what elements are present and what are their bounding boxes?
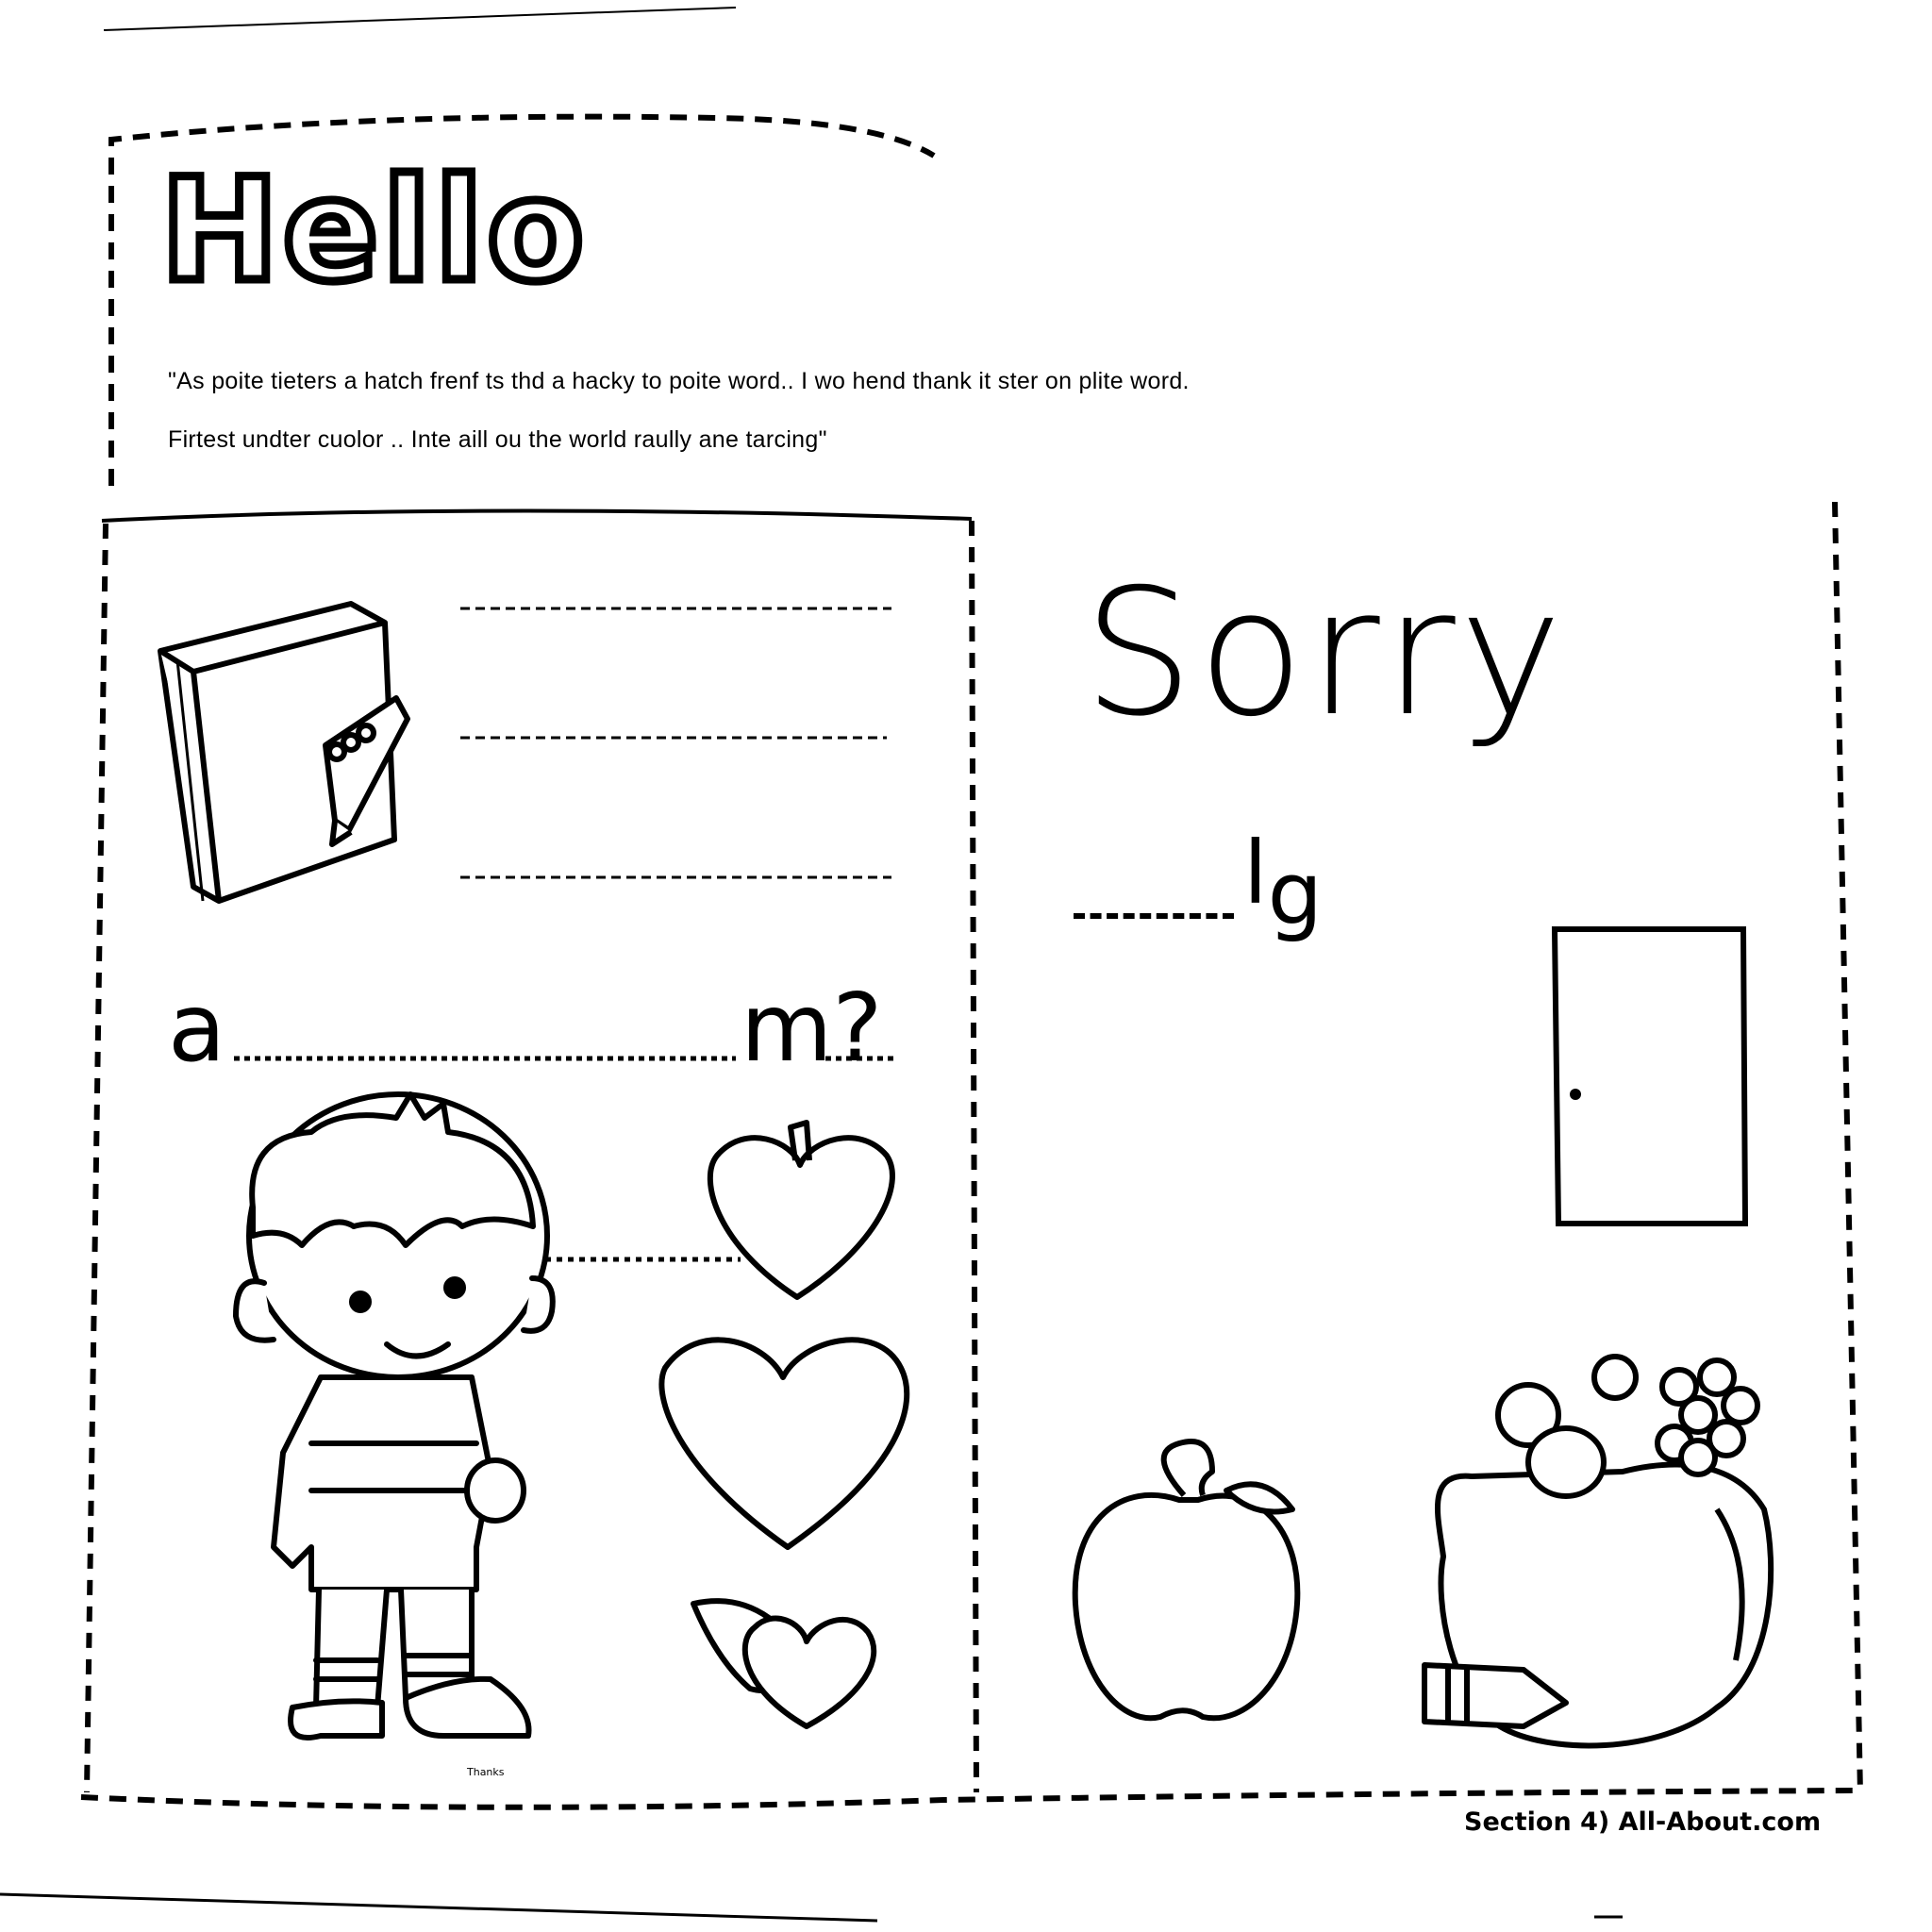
worksheet-title: Hello bbox=[160, 149, 589, 313]
fruit-bowl-crayon-icon bbox=[1424, 1357, 1771, 1745]
intro-text-line-2: Firtest undter cuolor .. Inte aill ou the world raully ane tarcing" bbox=[168, 426, 827, 453]
boy-icon bbox=[236, 1094, 553, 1738]
trace-end-letters: m? bbox=[741, 973, 883, 1083]
scan-edge-bottom bbox=[0, 1894, 877, 1921]
pear-heart-icon bbox=[693, 1601, 874, 1726]
divider-line bbox=[102, 510, 972, 521]
trace-letter: l bbox=[1243, 823, 1268, 924]
notepad-pencil-icon bbox=[160, 604, 408, 901]
left-panel-border bbox=[87, 524, 106, 1792]
trace-start-letter: a bbox=[168, 973, 226, 1083]
intro-text-line-1: "As poite tieters a hatch frenf ts thd a hacky to poite word.. I wo hend thank it ster on plite word. bbox=[168, 368, 1190, 394]
trace-blank bbox=[1074, 913, 1234, 919]
trace-subscript: g bbox=[1267, 843, 1323, 944]
trace-partial-word bbox=[1243, 823, 1323, 944]
word-sorry: Sorry bbox=[1083, 551, 1567, 755]
scan-edge-top bbox=[104, 8, 736, 30]
apple-icon bbox=[1075, 1441, 1298, 1718]
right-panel-border bbox=[1835, 502, 1860, 1794]
footer-source: Section 4) All-About.com bbox=[1464, 1807, 1822, 1837]
bottom-border bbox=[81, 1790, 1863, 1807]
writing-lines bbox=[460, 608, 891, 877]
door-icon bbox=[1555, 929, 1745, 1224]
center-divider bbox=[972, 521, 976, 1792]
heart-icon bbox=[661, 1340, 907, 1547]
apple-heart-icon bbox=[710, 1123, 892, 1297]
illustration-credit: Thanks bbox=[467, 1766, 505, 1778]
